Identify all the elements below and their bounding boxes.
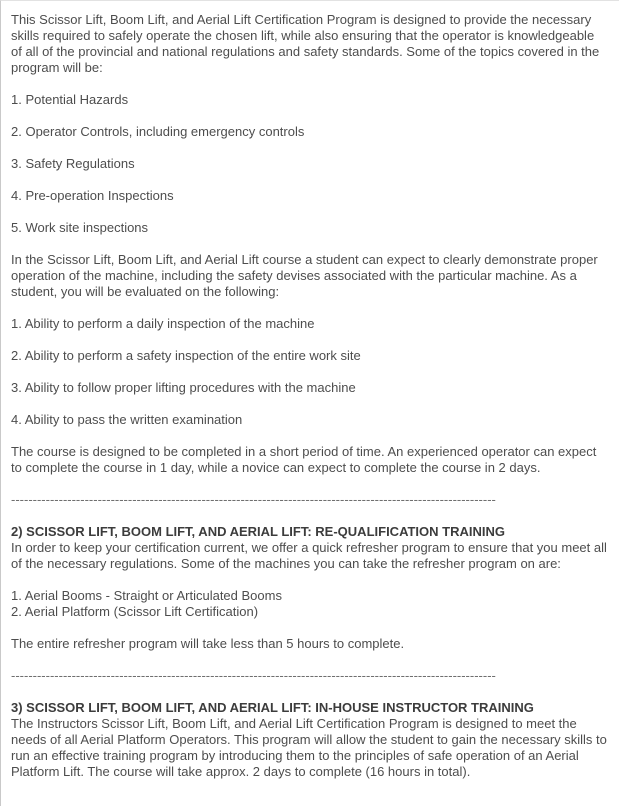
evaluation-item-4: 4. Ability to pass the written examination <box>11 412 243 427</box>
topic-item-5: 5. Work site inspections <box>11 220 149 235</box>
machine-item-2: 2. Aerial Platform (Scissor Lift Certification) <box>11 604 259 619</box>
dashed-divider-1: ---------------------------------------------------------------------------------------------------------------- <box>11 492 496 507</box>
section-instructor-body: The Instructors Scissor Lift, Boom Lift, and Aerial Lift Certification Program is designed to meet the needs of all Aerial Platform Operators. This program will allow the student to gain the necessary skills to run an effective training program by introducing them to the principles of safe operation of an Aerial Platform Lift. The course will take approx. 2 days to complete (16 hours in total). <box>11 716 607 779</box>
section-instructor-heading: 3) SCISSOR LIFT, BOOM LIFT, AND AERIAL LIFT: IN-HOUSE INSTRUCTOR TRAINING <box>11 700 534 715</box>
machine-item-1: 1. Aerial Booms - Straight or Articulated Booms <box>11 588 282 603</box>
topic-item-4: 4. Pre-operation Inspections <box>11 188 174 203</box>
duration-paragraph: The course is designed to be completed in a short period of time. An experienced operator can expect to complete the course in 1 day, while a novice can expect to complete the course in 2 days. <box>11 444 597 475</box>
evaluation-item-1: 1. Ability to perform a daily inspection of the machine <box>11 316 315 331</box>
evaluation-item-2: 2. Ability to perform a safety inspection of the entire work site <box>11 348 361 363</box>
dashed-divider-2: ---------------------------------------------------------------------------------------------------------------- <box>11 668 496 683</box>
evaluation-item-3: 3. Ability to follow proper lifting procedures with the machine <box>11 380 356 395</box>
refresher-duration: The entire refresher program will take less than 5 hours to complete. <box>11 636 405 651</box>
section-requalification <box>11 524 607 572</box>
topic-item-1: 1. Potential Hazards <box>11 92 129 107</box>
intro-paragraph: This Scissor Lift, Boom Lift, and Aerial Lift Certification Program is designed to provide the necessary skills required to safely operate the chosen lift, while also ensuring that the operator is knowledgeable of all of the provincial and national regulations and safety standards. Some of the topics covered in the program will be: <box>11 12 600 75</box>
section-instructor-training <box>11 700 607 780</box>
evaluation-paragraph: In the Scissor Lift, Boom Lift, and Aerial Lift course a student can expect to clearly demonstrate proper operation of the machine, including the safety devises associated with the particular machine. As a student, you will be evaluated on the following: <box>11 252 598 299</box>
topic-item-2: 2. Operator Controls, including emergency controls <box>11 124 305 139</box>
section-requalification-body: In order to keep your certification current, we offer a quick refresher program to ensure that you meet all of the necessary regulations. Some of the machines you can take the refresher program on are: <box>11 540 607 571</box>
section-requalification-heading: 2) SCISSOR LIFT, BOOM LIFT, AND AERIAL LIFT: RE-QUALIFICATION TRAINING <box>11 524 505 539</box>
refresher-machine-list <box>11 588 607 620</box>
topic-item-3: 3. Safety Regulations <box>11 156 135 171</box>
